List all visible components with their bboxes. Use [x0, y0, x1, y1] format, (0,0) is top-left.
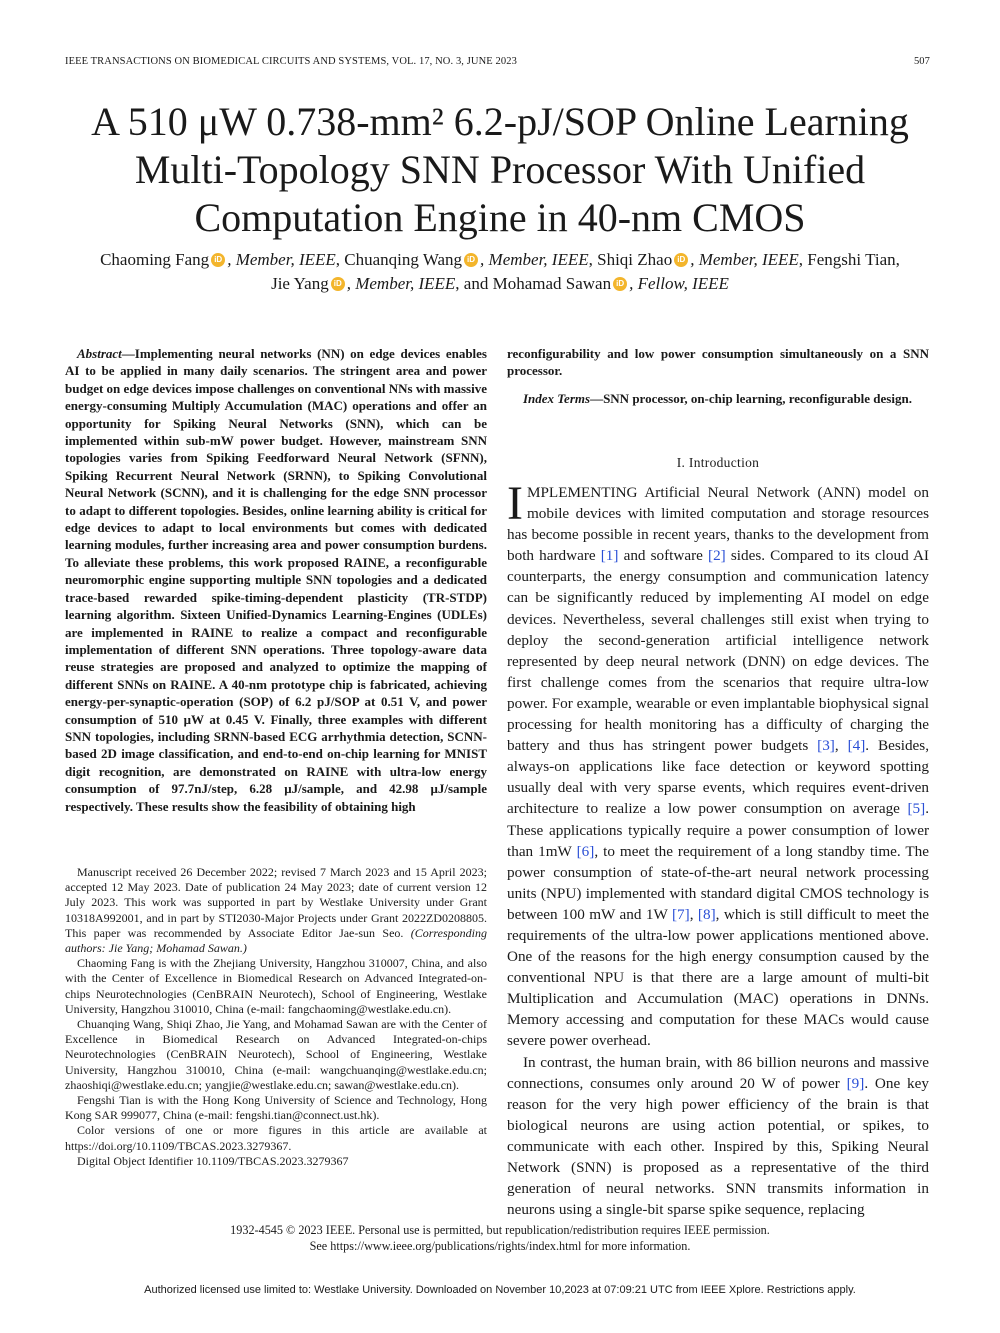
- copyright-footer: [0, 1222, 1000, 1254]
- text-run: ,: [834, 737, 848, 755]
- copyright-line: 1932-4545 © 2023 IEEE. Personal use is permitted, but republication/redistribution requires IEEE permission.: [230, 1223, 770, 1237]
- citation-link[interactable]: [5]: [907, 800, 926, 818]
- citation-link[interactable]: [7]: [671, 905, 690, 923]
- running-header: [65, 56, 930, 67]
- author-role: , Member, IEEE: [690, 250, 799, 269]
- text-run: , which is still difficult to meet the requirements of the ultra-low power applications mentioned above. One of the reasons for the high energy consumption caused by the conventional NPU is that there are a large amount of multi-bit Multiplication and Accumulation (MAC) operations in DNNs. Memory accessing and computation for these MACs would cause severe power overhead.: [507, 905, 929, 1050]
- footnote-affiliation: Fengshi Tian is with the Hong Kong University of Science and Technology, Hong Kong SAR 999077, China (e-mail: fengshi.tian@connect.ust.hk).: [65, 1093, 487, 1123]
- author-name: , Fengshi Tian,: [798, 250, 900, 269]
- footnote-affiliation: Chuanqing Wang, Shiqi Zhao, Jie Yang, and Mohamad Sawan are with the Center of Excellence in Biomedical Research on Advanced Integrated-on-chips Neurotechnologies (CenBRAIN Neurotech), School of Engineering, Westlake University, Hangzhou 310010, China (e-mail: wangchuanqing@westlake.edu.cn; zhaoshiqi@westlake.edu.cn; yangjie@westlake.edu.cn; sawan@westlake.edu.cn).: [65, 1017, 487, 1092]
- footnote-doi: Digital Object Identifier 10.1109/TBCAS.2023.3279367: [77, 1153, 349, 1168]
- drop-cap: I: [507, 477, 523, 530]
- orcid-icon[interactable]: iD: [211, 253, 225, 267]
- journal-name: IEEE TRANSACTIONS ON BIOMEDICAL CIRCUITS AND SYSTEMS, VOL. 17, NO. 3, JUNE 2023: [65, 56, 517, 67]
- footnote-manuscript: [65, 865, 487, 956]
- abstract-text: —Implementing neural networks (NN) on edge devices enables AI to be applied in many daily scenarios. The stringent area and power budget on edge devices impose challenges on conventional NNs with massive energy-consuming Multiply Accumulation (MAC) operations and offer an opportunity for Spiking Neural Networks (SNN), which can be implemented within sub-mW power budget. However, mainstream SNN topologies varies from Spiking Feedforward Neural Network (SFNN), Spiking Recurrent Neural Network (SRNN), to Spiking Convolutional Neural Network (SCNN), and it is challenging for the edge SNN processor to adapt to different topologies. Besides, online learning ability is critical for edge devices to adapt to local environments but comes with dedicated learning modules, further increasing area and power consumption burdens. To alleviate these problems, this work proposed RAINE, a reconfigurable neuromorphic engine supporting multiple SNN topologies and a dedicated trace-based rewarded spike-timing-dependent plasticity (TR-STDP) learning algorithm. Sixteen Unified-Dynamics Learning-Engines (UDLEs) are implemented in RAINE to realize a compact and reconfigurable implementation of different SNN operations. Three topology-aware data reuse strategies are proposed and analyzed to optimize the mapping of different SNNs on RAINE. A 40-nm prototype chip is fabricated, achieving energy-per-synaptic-operation (SOP) of 6.2 pJ/SOP at 0.51 V, and power consumption of 510 μW at 0.45 V. Finally, three examples with different SNN topologies, including SRNN-based ECG arrhythmia detection, SCNN-based 2D image classification, and end-to-end on-chip learning for MNIST digit recognition, are demonstrated on RAINE with ultra-low energy consumption of 97.7nJ/step, 6.28 μJ/sample, and 42.98 μJ/sample respectively. These results show the feasibility of obtaining high: [65, 346, 487, 814]
- author-name: , Shiqi Zhao: [588, 250, 673, 269]
- index-terms-lead: Index Terms: [523, 391, 591, 406]
- author-list: [55, 248, 945, 296]
- text-run: In contrast, the human brain, with 86 billion neurons and massive connections, consumes only around 20 W of power: [507, 1053, 929, 1092]
- license-notice: Authorized licensed use limited to: Westlake University. Downloaded on November 10,2023 at 07:09:21 UTC from IEEE Xplore. Restrictions apply.: [144, 1284, 856, 1296]
- citation-link[interactable]: [4]: [847, 737, 866, 755]
- citation-link[interactable]: [8]: [697, 905, 716, 923]
- citation-link[interactable]: [9]: [846, 1074, 865, 1092]
- author-role: , Member, IEEE: [480, 250, 589, 269]
- author-name: Jie Yang: [271, 274, 329, 293]
- text-run: Manuscript received 26 December 2022; revised 7 March 2023 and 15 April 2023; accepted 12 May 2023. Date of publication 24 May 2023; date of current version 12 July 2023. This work was supported in part by Westlake University under Grant 10318A992001, and in part by STI2030-Major Projects under Grant 2022ZD0208805. This paper was recommended by Associate Editor Jae-sun Seo.: [65, 865, 487, 940]
- index-terms: [507, 390, 929, 407]
- footnote-affiliation: Chaoming Fang is with the Zhejiang University, Hangzhou 310007, China, and also with the Center of Excellence in Biomedical Research on Advanced Integrated-on-chips Neurotechnologies (CenBRAIN Neurotech), School of Engineering, Westlake University, Hangzhou 310010, China (e-mail: fangchaoming@westlake.edu.cn).: [65, 956, 487, 1016]
- text-run: and software: [618, 547, 709, 565]
- citation-link[interactable]: [3]: [817, 737, 835, 755]
- text-run: , to meet the requirement of a long standby time. The power consumption of state-of-the-art neural network processing units (NPU) implemented with standard digital CMOS technology is between 100 mW and 1W: [507, 842, 929, 923]
- paper-title: [60, 98, 940, 242]
- orcid-icon[interactable]: iD: [331, 277, 345, 291]
- text-run: . One key reason for the very high power efficiency of the brain is that biological neurons are using action potential, or spikes, to communicate with each other. Inspired by this, Spiking Neural Network (SNN) is proposed as a representative of the third generation of neural networks. SNN transmits information in neurons using a single-bit sparse spike sequence, replacing: [507, 1074, 929, 1219]
- rights-line: See https://www.ieee.org/publications/rights/index.html for more information.: [309, 1239, 691, 1253]
- author-name: Chaoming Fang: [100, 250, 210, 269]
- author-name: , and Mohamad Sawan: [455, 274, 612, 293]
- page-number: 507: [913, 56, 930, 67]
- paragraph: [507, 477, 929, 1052]
- author-line-2: [55, 272, 945, 296]
- footnote-color: Color versions of one or more figures in this article are available at https://doi.org/10.1109/TBCAS.2023.3279367.: [65, 1123, 487, 1153]
- paragraph: [507, 1052, 929, 1221]
- text-run: ,: [689, 905, 698, 923]
- footnotes: [65, 865, 487, 1169]
- abstract-continued: reconfigurability and low power consumption simultaneously on a SNN processor.: [507, 346, 929, 379]
- author-role: , Member, IEEE: [227, 250, 336, 269]
- text-run: sides. Compared to its cloud AI counterparts, the energy consumption and communication latency can be significantly reduced by implementing AI model on edge devices. Nevertheless, several challenges still exist when trying to deploy the second-generation artificial intelligence network represented by deep neural network (DNN) on edge devices. The first challenge comes from the scenarios that require ultra-low power. For example, wearable or even implantable biophysical signal processing for health monitoring has a difficulty of charging the battery and thus has stringent power budgets: [507, 547, 929, 755]
- abstract-lead: Abstract: [77, 346, 122, 361]
- text-run: . These applications typically require a power consumption of lower than 1mW: [507, 800, 929, 860]
- author-role: , Fellow, IEEE: [629, 274, 729, 293]
- citation-link[interactable]: [6]: [576, 842, 595, 860]
- text-run: . Besides, always-on applications like face detection or keyword spotting usually deal with very sparse events, which requires event-driven architecture to realize a low power consumption on average: [507, 737, 929, 818]
- author-line-1: [55, 248, 945, 272]
- orcid-icon[interactable]: iD: [613, 277, 627, 291]
- title-line-2: Multi-Topology SNN Processor With Unified: [134, 147, 866, 192]
- orcid-icon[interactable]: iD: [464, 253, 478, 267]
- section-heading: I. Introduction: [676, 455, 760, 470]
- corresponding-authors: (Corresponding authors: Jie Yang; Mohamad Sawan.): [65, 925, 487, 956]
- author-role: , Member, IEEE: [346, 274, 456, 293]
- index-terms-text: —SNN processor, on-chip learning, reconfigurable design.: [590, 391, 912, 406]
- title-line-1: A 510 μW 0.738-mm² 6.2-pJ/SOP Online Learning: [91, 99, 909, 144]
- title-line-3: Computation Engine in 40-nm CMOS: [194, 195, 806, 240]
- author-name: , Chuanqing Wang: [335, 250, 463, 269]
- abstract: [65, 345, 487, 815]
- orcid-icon[interactable]: iD: [674, 253, 688, 267]
- citation-link[interactable]: [2]: [708, 547, 726, 565]
- text-run: MPLEMENTING Artificial Neural Network (ANN) model on mobile devices with limited computation and storage resources has become possible in recent years, thanks to the development from both hardware: [507, 484, 929, 565]
- introduction-body: [507, 477, 929, 1220]
- citation-link[interactable]: [1]: [600, 547, 619, 565]
